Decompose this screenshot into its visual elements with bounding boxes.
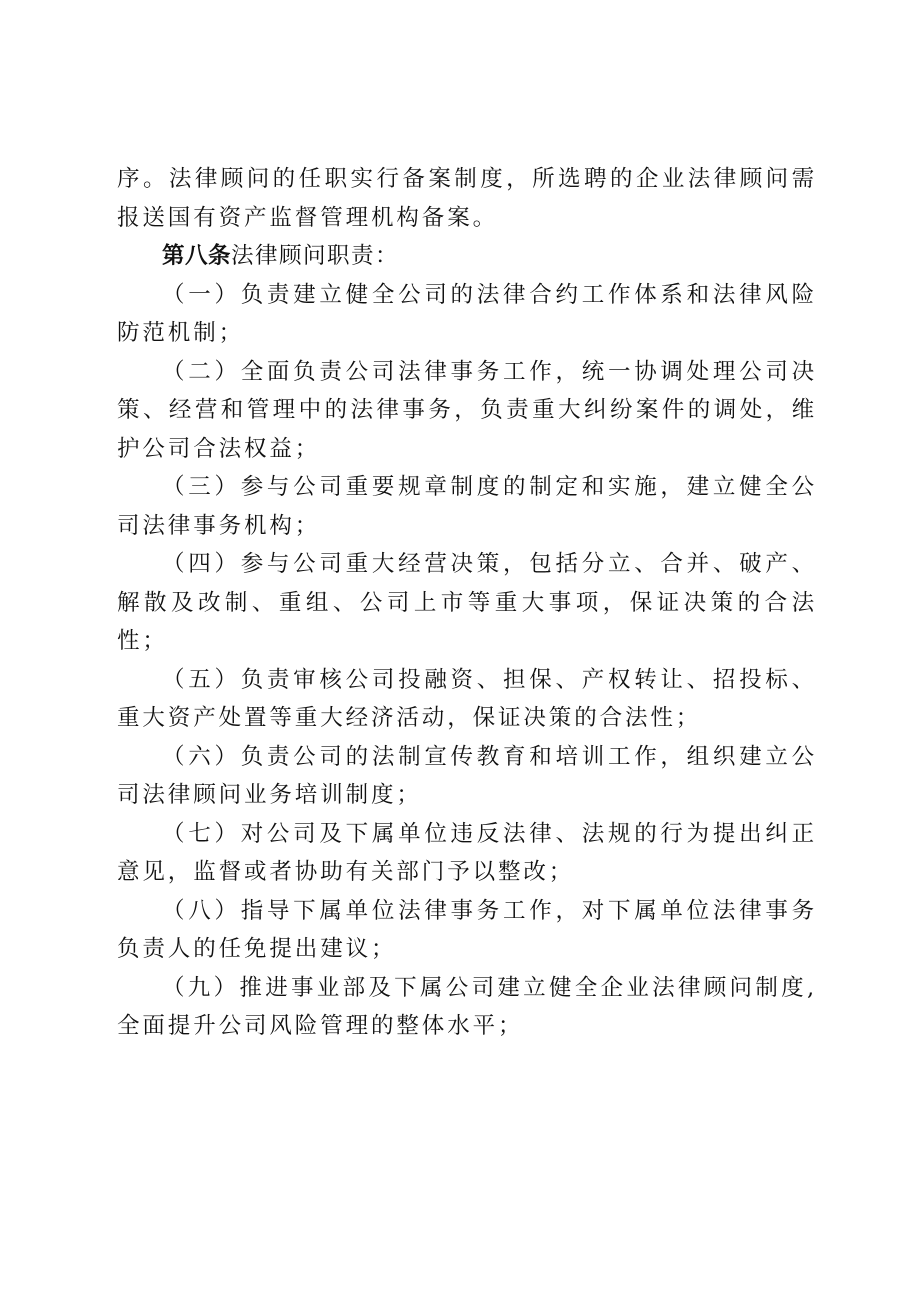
continuation-paragraph: 序。法律顾问的任职实行备案制度，所选聘的企业法律顾问需报送国有资产监督管理机构备案。 xyxy=(117,166,817,231)
duty-item-5: （五）负责审核公司投融资、担保、产权转让、招投标、重大资产处置等重大经济活动，保证决策的合法性； xyxy=(117,666,817,731)
duty-item-8: （八）指导下属单位法律事务工作，对下属单位法律事务负责人的任免提出建议； xyxy=(117,897,817,962)
duty-item-2: （二）全面负责公司法律事务工作，统一协调处理公司决策、经营和管理中的法律事务，负责重大纠纷案件的调处，维护公司合法权益； xyxy=(117,358,817,462)
duty-item-4: （四）参与公司重大经营决策，包括分立、合并、破产、解散及改制、重组、公司上市等重大事项，保证决策的合法性； xyxy=(117,551,817,654)
article-8-heading xyxy=(117,237,817,276)
duty-item-7: （七）对公司及下属单位违反法律、法规的行为提出纠正意见，监督或者协助有关部门予以整改； xyxy=(117,820,817,885)
duty-item-3: （三）参与公司重要规章制度的制定和实施，建立健全公司法律事务机构； xyxy=(117,474,817,539)
duty-item-1: （一）负责建立健全公司的法律合约工作体系和法律风险防范机制； xyxy=(117,281,817,346)
duty-item-6: （六）负责公司的法制宣传教育和培训工作，组织建立公司法律顾问业务培训制度； xyxy=(117,743,817,808)
article-number: 第八条 xyxy=(162,243,232,269)
duty-item-9: （九）推进事业部及下属公司建立健全企业法律顾问制度,全面提升公司风险管理的整体水平； xyxy=(117,974,817,1039)
document-page xyxy=(117,160,817,1046)
article-title: 法律顾问职责： xyxy=(231,243,400,269)
